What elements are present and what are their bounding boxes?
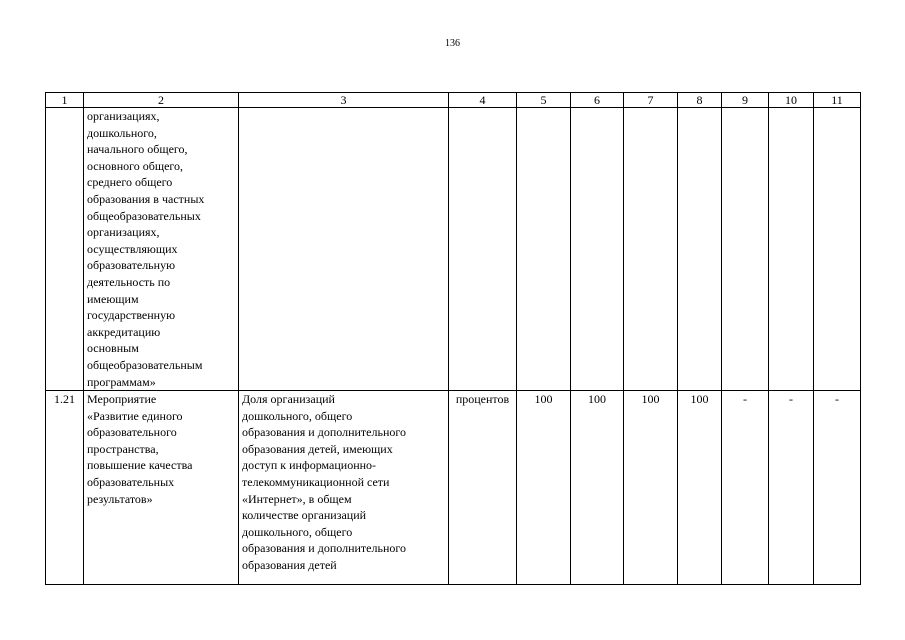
column-header-4: 4 (449, 93, 517, 108)
table-cell-value: 100 (678, 391, 722, 585)
table-cell-unit: процентов (449, 391, 517, 585)
table-row (46, 108, 861, 391)
table-cell-name: организациях, дошкольного, начального общего, основного общего, среднего общего образования в частных общеобразовательных организациях, осуществляющих образовательную деятельность по имеющим государственную аккредитацию основным общеобразовательным программам» (84, 108, 239, 391)
table-cell-value (571, 108, 624, 391)
table-cell-indicator: Доля организаций дошкольного, общего образования и дополнительного образования детей, имеющих доступ к информационно- телекоммуникационной сети «Интернет», в общем количестве организаций дошкольного, общего образования и дополнительного образования детей (239, 391, 449, 585)
table-row (46, 391, 861, 585)
column-header-2: 2 (84, 93, 239, 108)
table-cell-value (814, 108, 861, 391)
table-cell-value (722, 108, 769, 391)
column-header-1: 1 (46, 93, 84, 108)
column-header-11: 11 (814, 93, 861, 108)
table-cell-value: - (814, 391, 861, 585)
data-table (45, 92, 861, 585)
column-header-8: 8 (678, 93, 722, 108)
column-header-3: 3 (239, 93, 449, 108)
table-cell-value: 100 (624, 391, 678, 585)
column-header-5: 5 (517, 93, 571, 108)
column-header-10: 10 (769, 93, 814, 108)
table-cell-value (624, 108, 678, 391)
column-header-7: 7 (624, 93, 678, 108)
page-number: 136 (445, 38, 460, 49)
table-cell-value (517, 108, 571, 391)
table-cell-number (46, 108, 84, 391)
table-header-row (46, 93, 861, 108)
table-cell-value (769, 108, 814, 391)
table-cell-value: 100 (571, 391, 624, 585)
column-header-6: 6 (571, 93, 624, 108)
table-cell-unit (449, 108, 517, 391)
table-cell-value: 100 (517, 391, 571, 585)
table-cell-value (678, 108, 722, 391)
table-cell-indicator (239, 108, 449, 391)
column-header-9: 9 (722, 93, 769, 108)
table-cell-name: Мероприятие «Развитие единого образовательного пространства, повышение качества образовательных результатов» (84, 391, 239, 585)
table-cell-number: 1.21 (46, 391, 84, 585)
table-cell-value: - (722, 391, 769, 585)
table-cell-value: - (769, 391, 814, 585)
